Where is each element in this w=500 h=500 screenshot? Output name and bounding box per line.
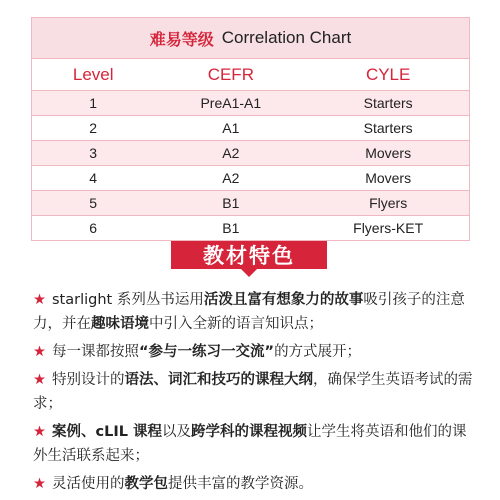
feature-list	[33, 288, 473, 500]
list-item	[33, 472, 473, 496]
list-item	[33, 368, 473, 416]
star-icon: ★	[33, 476, 46, 492]
feature-text: 提供丰富的教学资源。	[168, 476, 313, 492]
feature-highlight: 教学包	[124, 476, 168, 492]
header-row	[32, 59, 469, 91]
feature-text: 以及	[162, 424, 192, 440]
list-item	[33, 340, 473, 364]
section-banner	[171, 241, 327, 277]
feature-text: 吸引孩子的注意力，并在	[33, 292, 465, 332]
cell-cefr: B1	[154, 216, 307, 241]
cell-cefr: PreA1-A1	[154, 91, 307, 116]
cell-level: 6	[32, 216, 154, 241]
list-item	[33, 420, 473, 468]
feature-text: 的方式展开；	[274, 344, 362, 360]
cell-cyle: Starters	[307, 116, 469, 141]
feature-highlight: 案例、cLIL 课程	[52, 424, 163, 440]
correlation-table	[31, 17, 470, 241]
cell-level: 3	[32, 141, 154, 166]
list-item	[33, 288, 473, 336]
table-row	[32, 166, 469, 191]
feature-text: 让学生将英语和他们的课外生活联系起来；	[33, 424, 467, 464]
level-table	[32, 59, 469, 240]
table-row	[32, 216, 469, 241]
header-cyle: CYLE	[307, 59, 469, 91]
star-icon: ★	[33, 424, 46, 440]
feature-highlight: 活泼且富有想象力的故事	[203, 292, 364, 308]
feature-text: starlight 系列丛书运用	[52, 292, 204, 308]
cell-cefr: A2	[154, 141, 307, 166]
table-title	[32, 18, 469, 59]
cell-cefr: B1	[154, 191, 307, 216]
star-icon: ★	[33, 344, 46, 360]
cell-cyle: Flyers-KET	[307, 216, 469, 241]
cell-level: 1	[32, 91, 154, 116]
cell-level: 2	[32, 116, 154, 141]
header-cefr: CEFR	[154, 59, 307, 91]
table-title-en: Correlation Chart	[221, 28, 352, 47]
table-title-cn: 难易等级	[149, 29, 214, 49]
feature-highlight: “参与一练习一交流”	[139, 344, 275, 360]
feature-highlight: 语法、词汇和技巧的课程大纲	[124, 372, 313, 388]
cell-cefr: A2	[154, 166, 307, 191]
table-row	[32, 116, 469, 141]
feature-text: 灵活使用的	[52, 476, 125, 492]
banner-label: 教材特色	[203, 244, 295, 268]
table-row	[32, 191, 469, 216]
feature-text: 特别设计的	[52, 372, 125, 388]
feature-highlight: 跨学科的课程视频	[191, 424, 308, 440]
table-row	[32, 91, 469, 116]
cell-cyle: Movers	[307, 141, 469, 166]
feature-highlight: 趣味语境	[91, 316, 149, 332]
star-icon: ★	[33, 372, 46, 388]
feature-text: 每一课都按照	[52, 344, 139, 360]
star-icon: ★	[33, 292, 46, 308]
feature-text: 中引入全新的语言知识点；	[149, 316, 323, 332]
cell-cyle: Flyers	[307, 191, 469, 216]
cell-level: 5	[32, 191, 154, 216]
cell-cefr: A1	[154, 116, 307, 141]
table-row	[32, 141, 469, 166]
cell-cyle: Starters	[307, 91, 469, 116]
cell-level: 4	[32, 166, 154, 191]
cell-cyle: Movers	[307, 166, 469, 191]
feature-text: ，确保学生英语考试的需求；	[33, 372, 473, 412]
header-level: Level	[32, 59, 154, 91]
